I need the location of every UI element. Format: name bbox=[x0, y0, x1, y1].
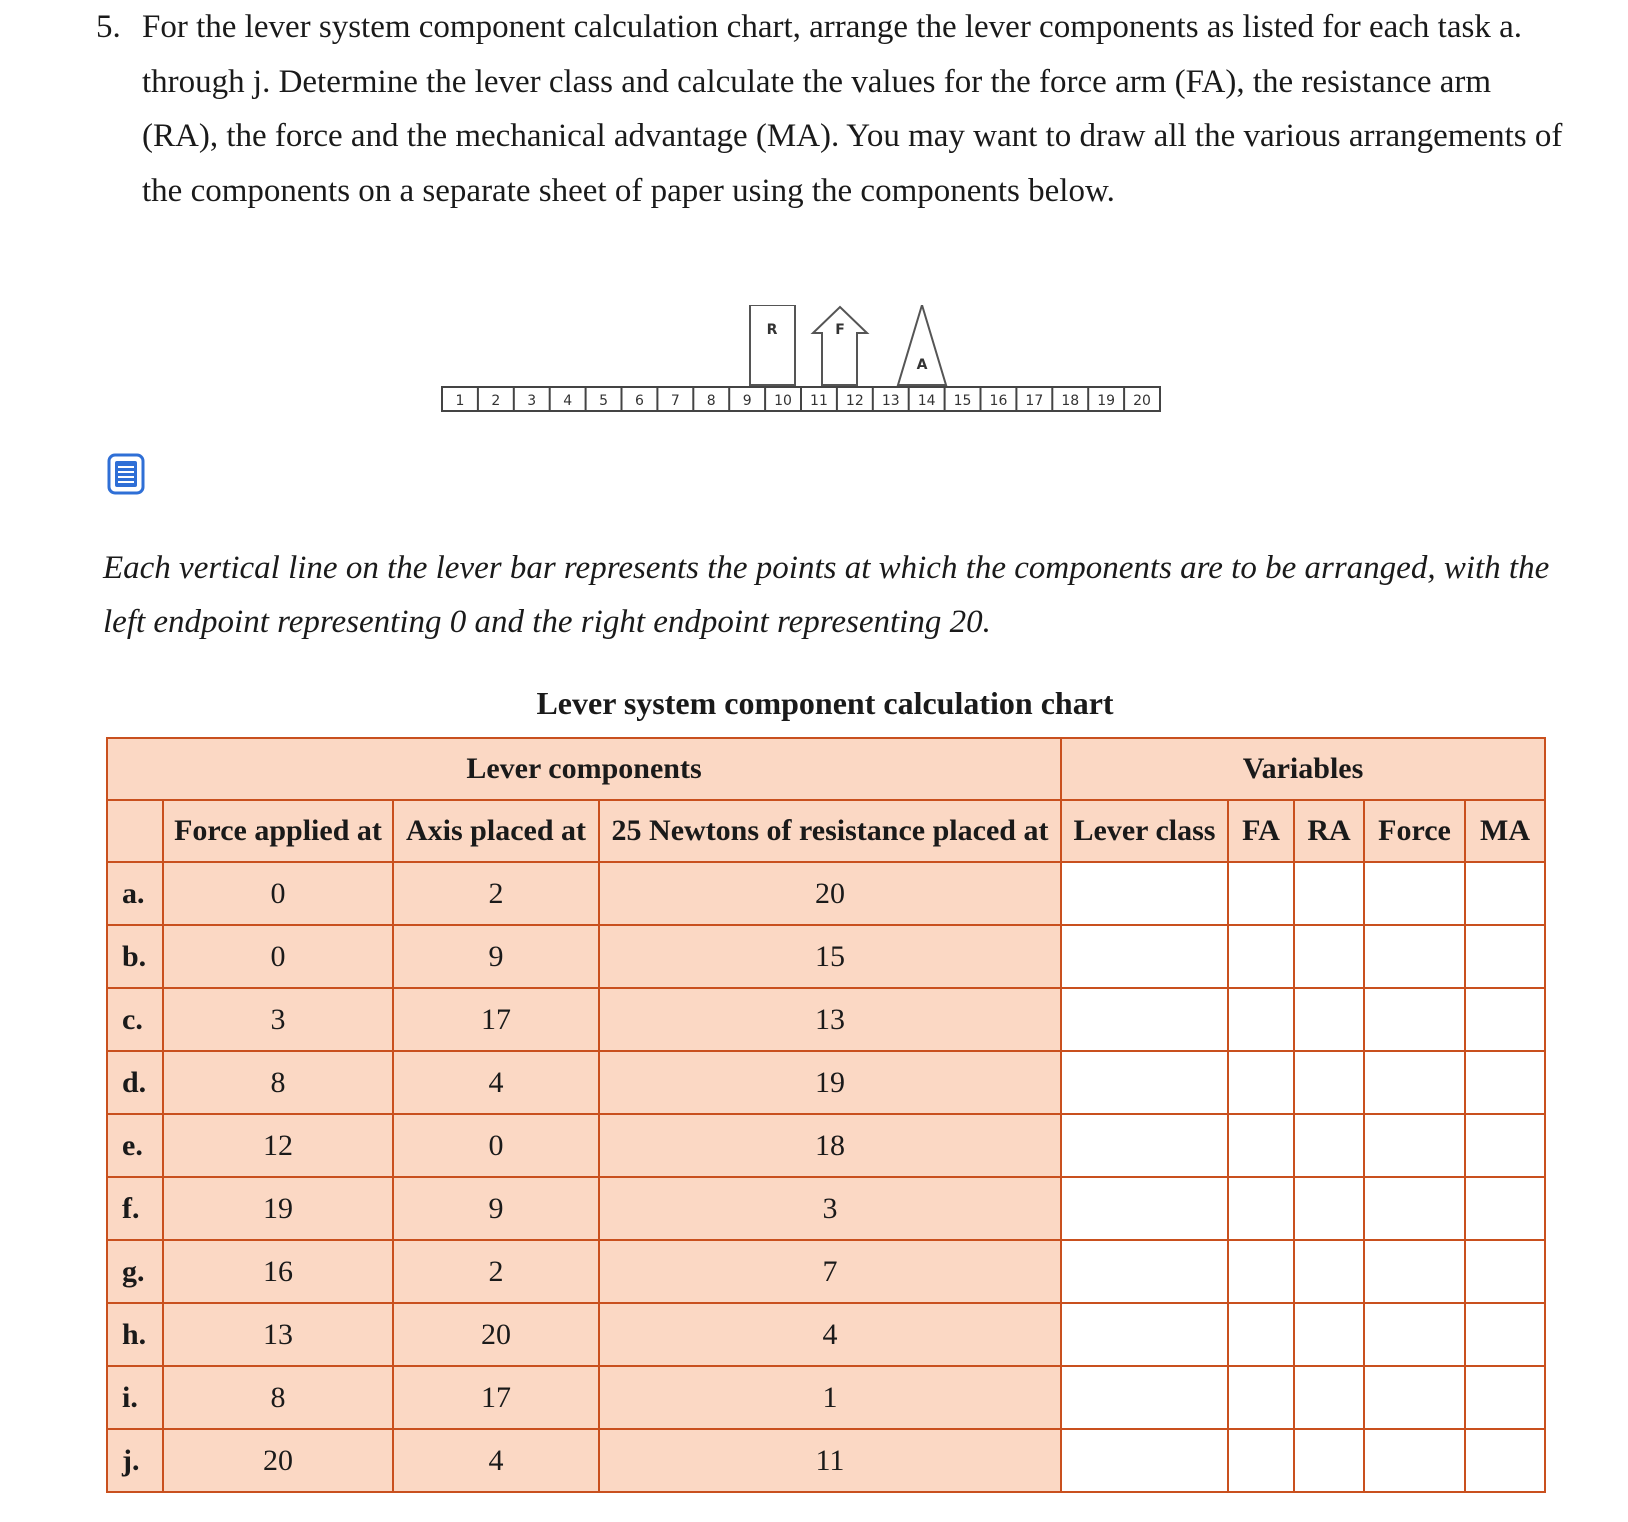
fa-cell[interactable] bbox=[1228, 1114, 1294, 1177]
scale-number: 2 bbox=[491, 393, 501, 409]
fa-cell[interactable] bbox=[1228, 1429, 1294, 1492]
lever-class-cell[interactable] bbox=[1061, 862, 1228, 925]
resistance-cell: 19 bbox=[599, 1051, 1061, 1114]
ra-cell[interactable] bbox=[1294, 1240, 1364, 1303]
lever-class-cell[interactable] bbox=[1061, 1366, 1228, 1429]
row-label: h. bbox=[107, 1303, 163, 1366]
force-cell: 12 bbox=[163, 1114, 393, 1177]
lever-diagram-svg bbox=[440, 305, 1200, 435]
fa-cell[interactable] bbox=[1228, 1303, 1294, 1366]
row-label: d. bbox=[107, 1051, 163, 1114]
scale-number: 8 bbox=[706, 393, 716, 409]
scale-number: 19 bbox=[1097, 393, 1116, 409]
lever-class-cell[interactable] bbox=[1061, 1240, 1228, 1303]
question-number: 5. bbox=[96, 9, 121, 45]
fa-cell[interactable] bbox=[1228, 925, 1294, 988]
force-var-cell[interactable] bbox=[1364, 862, 1465, 925]
scale-number: 17 bbox=[1025, 393, 1044, 409]
ra-cell[interactable] bbox=[1294, 1114, 1364, 1177]
fa-cell[interactable] bbox=[1228, 1177, 1294, 1240]
axis-cell: 4 bbox=[393, 1429, 599, 1492]
col-header-label bbox=[107, 800, 163, 862]
force-var-cell[interactable] bbox=[1364, 1240, 1465, 1303]
col-header-fa: FA bbox=[1228, 800, 1294, 862]
instructions: Each vertical line on the lever bar represents the points at which the components are to be arranged, with the left endpoint representing 0 and the right endpoint representing 20. bbox=[103, 550, 1550, 640]
scale-number: 18 bbox=[1061, 393, 1080, 409]
table-row bbox=[107, 1051, 1545, 1114]
lever-class-cell[interactable] bbox=[1061, 1303, 1228, 1366]
resistance-box bbox=[750, 305, 795, 385]
resistance-cell: 7 bbox=[599, 1240, 1061, 1303]
force-cell: 16 bbox=[163, 1240, 393, 1303]
table-row bbox=[107, 988, 1545, 1051]
resistance-cell: 18 bbox=[599, 1114, 1061, 1177]
chart-title: Lever system component calculation chart bbox=[536, 685, 1114, 721]
scale-number: 9 bbox=[742, 393, 752, 409]
scale-number: 10 bbox=[774, 393, 792, 409]
scale-number: 7 bbox=[670, 393, 680, 409]
ra-cell[interactable] bbox=[1294, 1366, 1364, 1429]
force-cell: 0 bbox=[163, 862, 393, 925]
scale-number: 12 bbox=[845, 393, 864, 409]
ra-cell[interactable] bbox=[1294, 988, 1364, 1051]
force-label: F bbox=[835, 322, 845, 338]
table-row bbox=[107, 925, 1545, 988]
lever-class-cell[interactable] bbox=[1061, 1177, 1228, 1240]
row-label: i. bbox=[107, 1366, 163, 1429]
axis-cell: 2 bbox=[393, 1240, 599, 1303]
axis-cell: 17 bbox=[393, 1366, 599, 1429]
ma-cell[interactable] bbox=[1465, 1366, 1545, 1429]
table-row bbox=[107, 1303, 1545, 1366]
ma-cell[interactable] bbox=[1465, 1051, 1545, 1114]
group-header-variables: Variables bbox=[1061, 738, 1545, 800]
force-cell: 8 bbox=[163, 1366, 393, 1429]
scale-number: 14 bbox=[917, 393, 936, 409]
axis-triangle-icon bbox=[898, 305, 946, 385]
axis-cell: 17 bbox=[393, 988, 599, 1051]
col-header-ma: MA bbox=[1465, 800, 1545, 862]
fa-cell[interactable] bbox=[1228, 1240, 1294, 1303]
ma-cell[interactable] bbox=[1465, 988, 1545, 1051]
ma-cell[interactable] bbox=[1465, 862, 1545, 925]
lever-diagram bbox=[440, 305, 1200, 435]
col-header-force-var: Force bbox=[1364, 800, 1465, 862]
resistance-cell: 15 bbox=[599, 925, 1061, 988]
force-var-cell[interactable] bbox=[1364, 1303, 1465, 1366]
scale-number: 11 bbox=[810, 393, 828, 409]
ma-cell[interactable] bbox=[1465, 1114, 1545, 1177]
axis-cell: 9 bbox=[393, 1177, 599, 1240]
col-header-ra: RA bbox=[1294, 800, 1364, 862]
axis-cell: 20 bbox=[393, 1303, 599, 1366]
table-row bbox=[107, 1366, 1545, 1429]
force-var-cell[interactable] bbox=[1364, 1177, 1465, 1240]
axis-cell: 4 bbox=[393, 1051, 599, 1114]
force-var-cell[interactable] bbox=[1364, 1366, 1465, 1429]
axis-cell: 0 bbox=[393, 1114, 599, 1177]
table-row bbox=[107, 1114, 1545, 1177]
scale-number: 20 bbox=[1133, 393, 1151, 409]
column-header-row bbox=[107, 800, 1545, 862]
note-icon[interactable] bbox=[107, 452, 145, 496]
scale-number: 16 bbox=[989, 393, 1008, 409]
row-label: e. bbox=[107, 1114, 163, 1177]
question-text: For the lever system component calculation chart, arrange the lever components as listed for each task a. through j. Determine the lever class and calculate the values for the force arm (FA), the resistance arm (RA), the force and the mechanical advantage (MA). You may want to draw all the various arrangements of the components on a separate sheet of paper using the components below. bbox=[142, 9, 1563, 209]
group-header-components: Lever components bbox=[107, 738, 1061, 800]
resistance-label: R bbox=[766, 322, 778, 338]
scale-number: 1 bbox=[455, 393, 465, 409]
axis-cell: 9 bbox=[393, 925, 599, 988]
resistance-cell: 20 bbox=[599, 862, 1061, 925]
force-cell: 20 bbox=[163, 1429, 393, 1492]
table-row bbox=[107, 862, 1545, 925]
resistance-cell: 13 bbox=[599, 988, 1061, 1051]
ra-cell[interactable] bbox=[1294, 1429, 1364, 1492]
force-var-cell[interactable] bbox=[1364, 1429, 1465, 1492]
row-label: j. bbox=[107, 1429, 163, 1492]
force-cell: 8 bbox=[163, 1051, 393, 1114]
ra-cell[interactable] bbox=[1294, 925, 1364, 988]
col-header-lever-class: Lever class bbox=[1061, 800, 1228, 862]
scale-number: 6 bbox=[634, 393, 644, 409]
row-label: c. bbox=[107, 988, 163, 1051]
fa-cell[interactable] bbox=[1228, 1051, 1294, 1114]
scale-number: 15 bbox=[953, 393, 972, 409]
lever-class-cell[interactable] bbox=[1061, 988, 1228, 1051]
lever-class-cell[interactable] bbox=[1061, 1429, 1228, 1492]
resistance-cell: 4 bbox=[599, 1303, 1061, 1366]
col-header-force: Force applied at bbox=[163, 800, 393, 862]
lever-chart-table bbox=[106, 737, 1546, 1493]
lever-class-cell[interactable] bbox=[1061, 1051, 1228, 1114]
fa-cell[interactable] bbox=[1228, 1366, 1294, 1429]
fa-cell[interactable] bbox=[1228, 862, 1294, 925]
question-block bbox=[96, 0, 1566, 218]
axis-cell: 2 bbox=[393, 862, 599, 925]
row-label: f. bbox=[107, 1177, 163, 1240]
resistance-cell: 11 bbox=[599, 1429, 1061, 1492]
table-row bbox=[107, 1177, 1545, 1240]
scale-number: 13 bbox=[881, 393, 900, 409]
lever-class-cell[interactable] bbox=[1061, 925, 1228, 988]
table-row bbox=[107, 1240, 1545, 1303]
resistance-cell: 3 bbox=[599, 1177, 1061, 1240]
force-var-cell[interactable] bbox=[1364, 988, 1465, 1051]
axis-label: A bbox=[916, 357, 928, 373]
lever-class-cell[interactable] bbox=[1061, 1114, 1228, 1177]
ra-cell[interactable] bbox=[1294, 1177, 1364, 1240]
ra-cell[interactable] bbox=[1294, 1051, 1364, 1114]
scale-number: 3 bbox=[527, 393, 537, 409]
force-cell: 0 bbox=[163, 925, 393, 988]
ma-cell[interactable] bbox=[1465, 1240, 1545, 1303]
ma-cell[interactable] bbox=[1465, 1177, 1545, 1240]
group-header-row bbox=[107, 738, 1545, 800]
row-label: g. bbox=[107, 1240, 163, 1303]
scale-number: 5 bbox=[599, 393, 609, 409]
row-label: b. bbox=[107, 925, 163, 988]
force-cell: 3 bbox=[163, 988, 393, 1051]
resistance-cell: 1 bbox=[599, 1366, 1061, 1429]
row-label: a. bbox=[107, 862, 163, 925]
fa-cell[interactable] bbox=[1228, 988, 1294, 1051]
ra-cell[interactable] bbox=[1294, 1303, 1364, 1366]
ma-cell[interactable] bbox=[1465, 1303, 1545, 1366]
force-cell: 19 bbox=[163, 1177, 393, 1240]
ra-cell[interactable] bbox=[1294, 862, 1364, 925]
force-var-cell[interactable] bbox=[1364, 925, 1465, 988]
ma-cell[interactable] bbox=[1465, 1429, 1545, 1492]
force-arrow-icon bbox=[813, 307, 867, 385]
col-header-axis: Axis placed at bbox=[393, 800, 599, 862]
scale-number: 4 bbox=[563, 393, 573, 409]
force-cell: 13 bbox=[163, 1303, 393, 1366]
force-var-cell[interactable] bbox=[1364, 1114, 1465, 1177]
ma-cell[interactable] bbox=[1465, 925, 1545, 988]
table-row bbox=[107, 1429, 1545, 1492]
col-header-resistance: 25 Newtons of resistance placed at bbox=[599, 800, 1061, 862]
force-var-cell[interactable] bbox=[1364, 1051, 1465, 1114]
